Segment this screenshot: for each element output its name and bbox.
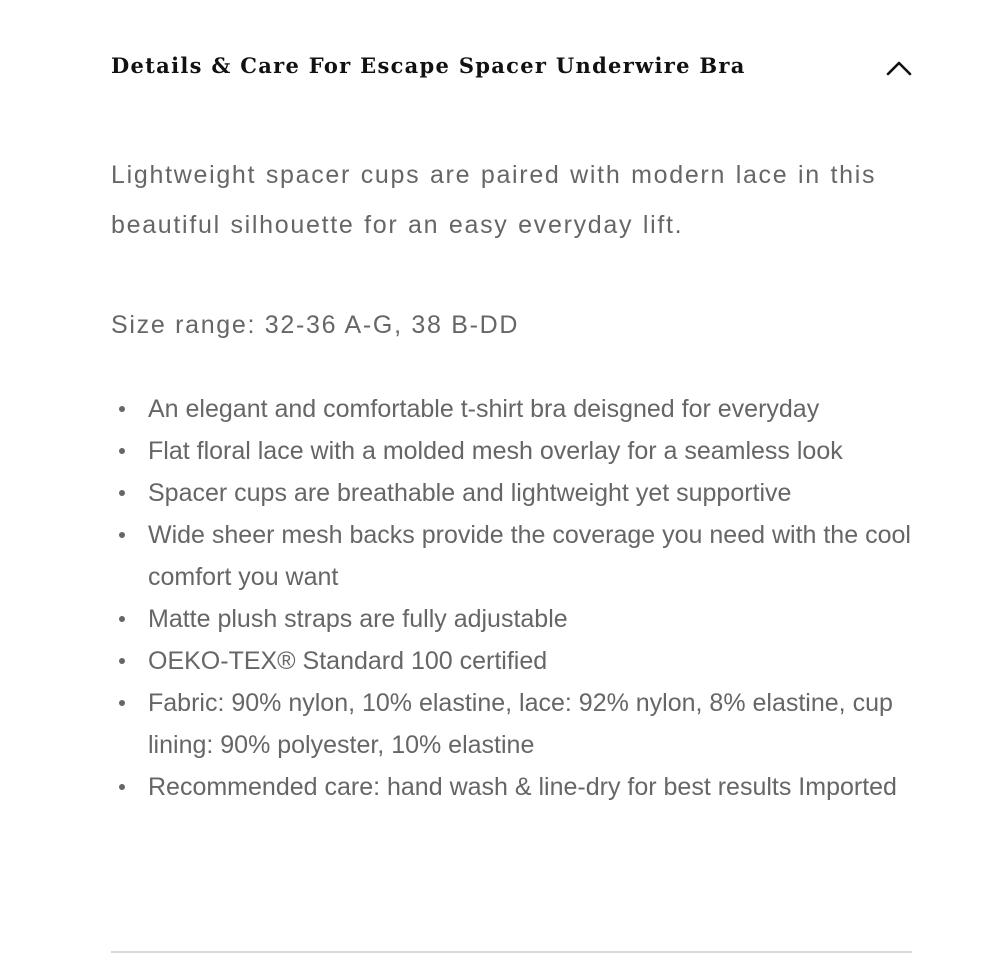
feature-text: OEKO-TEX® Standard 100 certified xyxy=(148,647,548,675)
feature-text: Recommended care: hand wash & line-dry for best results Imported xyxy=(148,773,897,801)
product-description: Lightweight spacer cups are paired with modern lace in this beautiful silhouette for an easy everyday lift. xyxy=(111,161,877,239)
feature-text: Flat floral lace with a molded mesh overlay for a seamless look xyxy=(148,437,843,465)
bullet-icon xyxy=(119,532,125,538)
feature-item xyxy=(111,472,912,514)
accordion-content xyxy=(111,150,912,808)
feature-text: Spacer cups are breathable and lightweight yet supportive xyxy=(148,479,792,507)
feature-item xyxy=(111,388,912,430)
bullet-icon xyxy=(119,406,125,412)
feature-item xyxy=(111,766,912,808)
chevron-up-icon[interactable] xyxy=(885,55,913,79)
feature-item xyxy=(111,640,912,682)
section-divider xyxy=(111,951,912,953)
feature-item xyxy=(111,682,912,766)
bullet-icon xyxy=(119,448,125,454)
feature-text: An elegant and comfortable t-shirt bra deisgned for everyday xyxy=(148,395,820,423)
feature-item xyxy=(111,430,912,472)
accordion-title: Details & Care For Escape Spacer Underwire Bra xyxy=(111,53,746,78)
feature-list xyxy=(111,388,912,808)
details-care-accordion xyxy=(111,0,912,974)
accordion-header[interactable] xyxy=(111,44,912,88)
feature-text: Wide sheer mesh backs provide the coverage you need with the cool comfort you want xyxy=(148,521,911,591)
feature-text: Fabric: 90% nylon, 10% elastine, lace: 92% nylon, 8% elastine, cup lining: 90% polyester, 10% elastine xyxy=(148,689,893,759)
feature-text: Matte plush straps are fully adjustable xyxy=(148,605,568,633)
feature-item xyxy=(111,514,912,598)
bullet-icon xyxy=(119,616,125,622)
feature-item xyxy=(111,598,912,640)
bullet-icon xyxy=(119,784,125,790)
bullet-icon xyxy=(119,490,125,496)
bullet-icon xyxy=(119,700,125,706)
size-range: Size range: 32-36 A-G, 38 B-DD xyxy=(111,311,520,339)
bullet-icon xyxy=(119,658,125,664)
